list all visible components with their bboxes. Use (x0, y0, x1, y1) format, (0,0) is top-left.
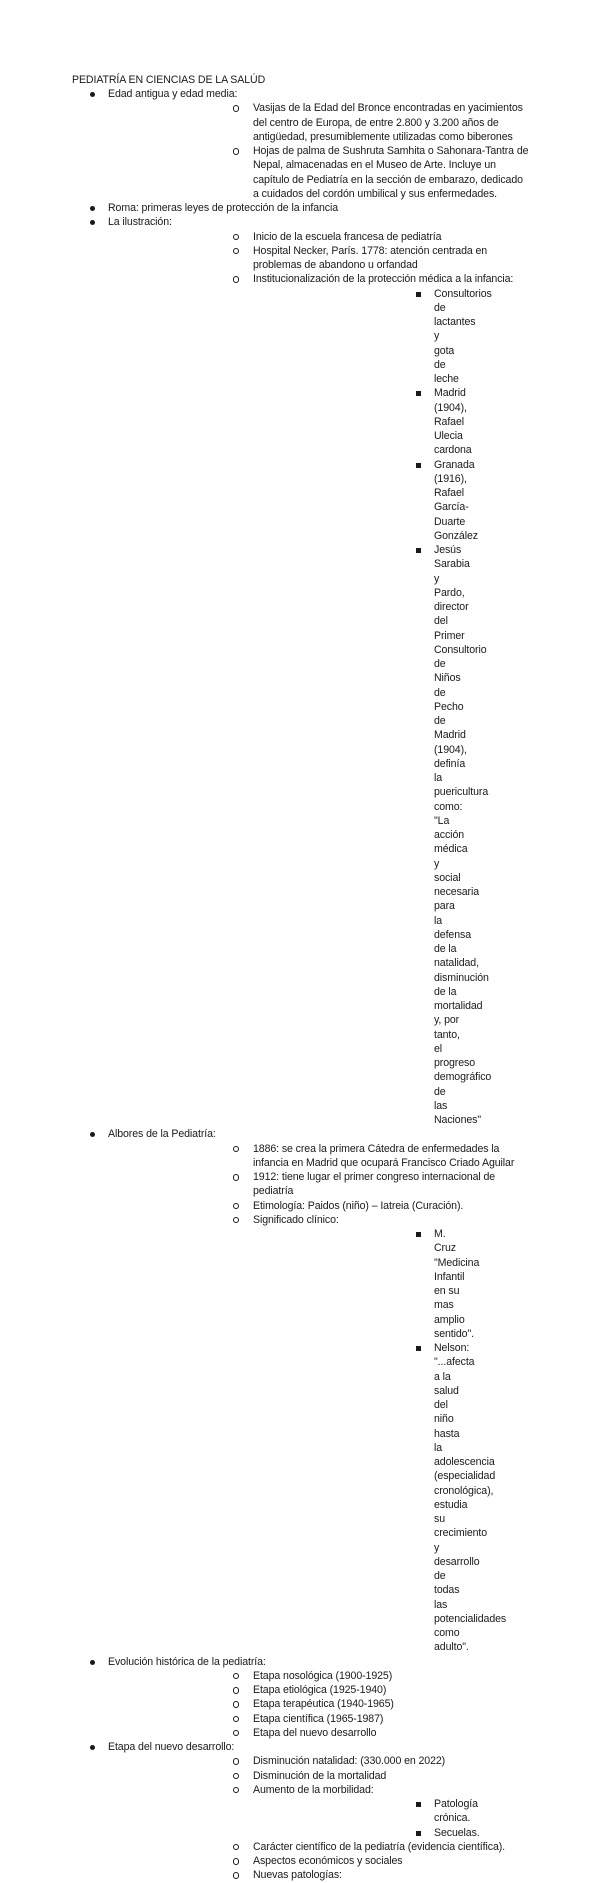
sub-item (108, 144, 600, 201)
hollow-circle-bullet-icon (229, 1840, 243, 1855)
sub-sub-item-text: Nelson: "...afecta a la salud del niño hasta la adolescencia (especialidad cronológica), estudia su crecimiento y desarrollo de todas las potencialidades como adulto". (434, 1342, 507, 1654)
hollow-circle-bullet-icon (229, 272, 243, 287)
sub-sub-item-text: Secuelas. (434, 1826, 480, 1839)
sub-item-text: Etapa científica (1965-1987) (253, 1712, 384, 1725)
sub-item (108, 272, 600, 1127)
sub-item (108, 1754, 600, 1768)
hollow-circle-bullet-icon (229, 230, 243, 245)
sub-item (108, 1712, 600, 1726)
hollow-circle-bullet-icon (229, 1683, 243, 1698)
hollow-circle-bullet-icon (229, 1199, 243, 1214)
sub-sub-item-text: M. Cruz "Medicina Infantil en su mas amplio sentido". (434, 1228, 480, 1340)
sub-item-text: Inicio de la escuela francesa de pediatría (253, 230, 442, 243)
sub-item-text: Etapa etiológica (1925-1940) (253, 1684, 387, 1696)
hollow-circle-bullet-icon (229, 1868, 243, 1883)
outline-section (0, 201, 600, 215)
filled-circle-bullet-icon (85, 87, 99, 101)
filled-circle-bullet-icon (85, 215, 99, 229)
sub-list (108, 101, 600, 201)
outline-section (0, 1655, 600, 1741)
sub-item (108, 101, 600, 144)
sub-item (108, 1769, 600, 1783)
sub-sub-item (253, 287, 530, 387)
hollow-circle-bullet-icon (229, 1170, 243, 1185)
document-body (0, 87, 600, 1883)
sub-item-text: Hospital Necker, París. 1778: atención centrada en problemas de abandono u orfandad (253, 244, 488, 271)
square-bullet-icon (411, 1227, 425, 1241)
square-bullet-icon (411, 1826, 425, 1840)
filled-circle-bullet-icon (85, 1127, 99, 1141)
sub-item-text: Significado clínico: (253, 1213, 339, 1226)
hollow-circle-bullet-icon (229, 101, 243, 116)
outline-list (0, 87, 600, 1883)
sub-item (108, 1854, 600, 1868)
sub-item-text: 1912: tiene lugar el primer congreso internacional de pediatría (253, 1171, 496, 1198)
sub-item (108, 230, 600, 244)
outline-section (0, 215, 600, 1127)
hollow-circle-bullet-icon (229, 1697, 243, 1712)
sub-item-text: Etimología: Paidos (niño) – Iatreia (Curación). (253, 1199, 464, 1212)
section-heading: Evolución histórica de la pediatría: (108, 1655, 266, 1668)
square-bullet-icon (411, 543, 425, 557)
hollow-circle-bullet-icon (229, 244, 243, 259)
sub-sub-item-text: Granada (1916), Rafael García-Duarte González (434, 458, 478, 542)
sub-item-text: Etapa del nuevo desarrollo (253, 1726, 377, 1739)
sub-sub-item (253, 543, 530, 1127)
sub-item-text: Disminución natalidad: (330.000 en 2022) (253, 1755, 446, 1768)
sub-item-text: Vasijas de la Edad del Bronce encontradas en yacimientos del centro de Europa, de entre 2.800 y 3.200 años de antigüedad, presumiblemente utilizadas como biberones (253, 102, 523, 143)
sub-item (108, 1170, 600, 1199)
sub-item (108, 1683, 600, 1697)
sub-item-text: Carácter científico de la pediatría (evidencia científica). (253, 1840, 506, 1853)
sub-sub-item-text: Consultorios de lactantes y gota de leche (434, 287, 492, 385)
sub-item-text: Etapa nosológica (1900-1925) (253, 1669, 393, 1682)
hollow-circle-bullet-icon (229, 1213, 243, 1228)
sub-sub-item (253, 386, 530, 457)
sub-sub-item (253, 1227, 530, 1341)
sub-item (108, 1868, 600, 1882)
outline-section (0, 1740, 600, 1883)
sub-item (108, 1697, 600, 1711)
sub-sub-item-text: Jesús Sarabia y Pardo, director del Primer Consultorio de Niños de Pecho de Madrid (1904), definía la puericultura como: "La acción médica y social necesaria para la defensa de la natalidad, disminución de la mortalidad y, por tanto, el progreso demográfico de las Naciones" (434, 544, 492, 1126)
sub-item-text: Institucionalización de la protección médica a la infancia: (253, 273, 514, 286)
square-bullet-icon (411, 287, 425, 301)
sub-item (108, 1726, 600, 1740)
sub-sub-item (253, 1341, 530, 1655)
sub-item-text: Aspectos económicos y sociales (253, 1855, 403, 1867)
filled-circle-bullet-icon (85, 201, 99, 215)
sub-sub-item (253, 1826, 530, 1840)
square-bullet-icon (411, 458, 425, 472)
outline-section (0, 87, 600, 201)
sub-list (108, 230, 600, 1128)
hollow-circle-bullet-icon (229, 1854, 243, 1869)
hollow-circle-bullet-icon (229, 1783, 243, 1798)
sub-item-text: Disminución de la mortalidad (253, 1769, 387, 1782)
hollow-circle-bullet-icon (229, 1726, 243, 1741)
sub-item (108, 1783, 600, 1840)
filled-circle-bullet-icon (85, 1655, 99, 1669)
sub-list (108, 1754, 600, 1882)
sub-item (108, 1199, 600, 1213)
sub-sub-list (253, 287, 530, 1128)
sub-item-text: Hojas de palma de Sushruta Samhita o Sahonara-Tantra de Nepal, almacenadas en el Museo de Arte. Incluye un capítulo de Pediatría en la sección de embarazo, dedicado a cuidados del cordón umbilical y sus enfermedades. (253, 145, 529, 200)
hollow-circle-bullet-icon (229, 1712, 243, 1727)
page-title: PEDIATRÍA EN CIENCIAS DE LA SALÚD (72, 74, 266, 86)
section-heading: Edad antigua y edad media: (108, 88, 238, 100)
sub-item (108, 244, 600, 273)
hollow-circle-bullet-icon (229, 1142, 243, 1157)
square-bullet-icon (411, 386, 425, 400)
hollow-circle-bullet-icon (229, 1754, 243, 1769)
sub-item-text: Nuevas patologías: (253, 1869, 342, 1882)
sub-sub-list (253, 1227, 530, 1655)
sub-item (108, 1213, 600, 1655)
hollow-circle-bullet-icon (229, 144, 243, 159)
sub-list (108, 1142, 600, 1655)
square-bullet-icon (411, 1797, 425, 1811)
filled-circle-bullet-icon (85, 1740, 99, 1754)
section-heading: Etapa del nuevo desarrollo: (108, 1741, 235, 1753)
sub-item (108, 1840, 600, 1854)
section-heading: Roma: primeras leyes de protección de la infancia (108, 202, 339, 214)
outline-section (0, 1127, 600, 1654)
sub-sub-list (253, 1797, 530, 1840)
sub-sub-item (253, 1797, 530, 1826)
square-bullet-icon (411, 1341, 425, 1355)
hollow-circle-bullet-icon (229, 1669, 243, 1684)
sub-item-text: Aumento de la morbilidad: (253, 1783, 374, 1796)
sub-sub-item-text: Madrid (1904), Rafael Ulecia cardona (434, 387, 472, 457)
sub-sub-item-text: Patología crónica. (434, 1798, 478, 1825)
sub-item-text: Etapa terapéutica (1940-1965) (253, 1698, 394, 1711)
sub-item (108, 1142, 600, 1171)
section-heading: La ilustración: (108, 216, 172, 229)
sub-item (108, 1669, 600, 1683)
sub-list (108, 1669, 600, 1740)
section-heading: Albores de la Pediatría: (108, 1128, 216, 1141)
sub-sub-item (253, 458, 530, 544)
sub-item-text: 1886: se crea la primera Cátedra de enfermedades la infancia en Madrid que ocupará Francisco Criado Aguilar (253, 1142, 515, 1169)
hollow-circle-bullet-icon (229, 1769, 243, 1784)
